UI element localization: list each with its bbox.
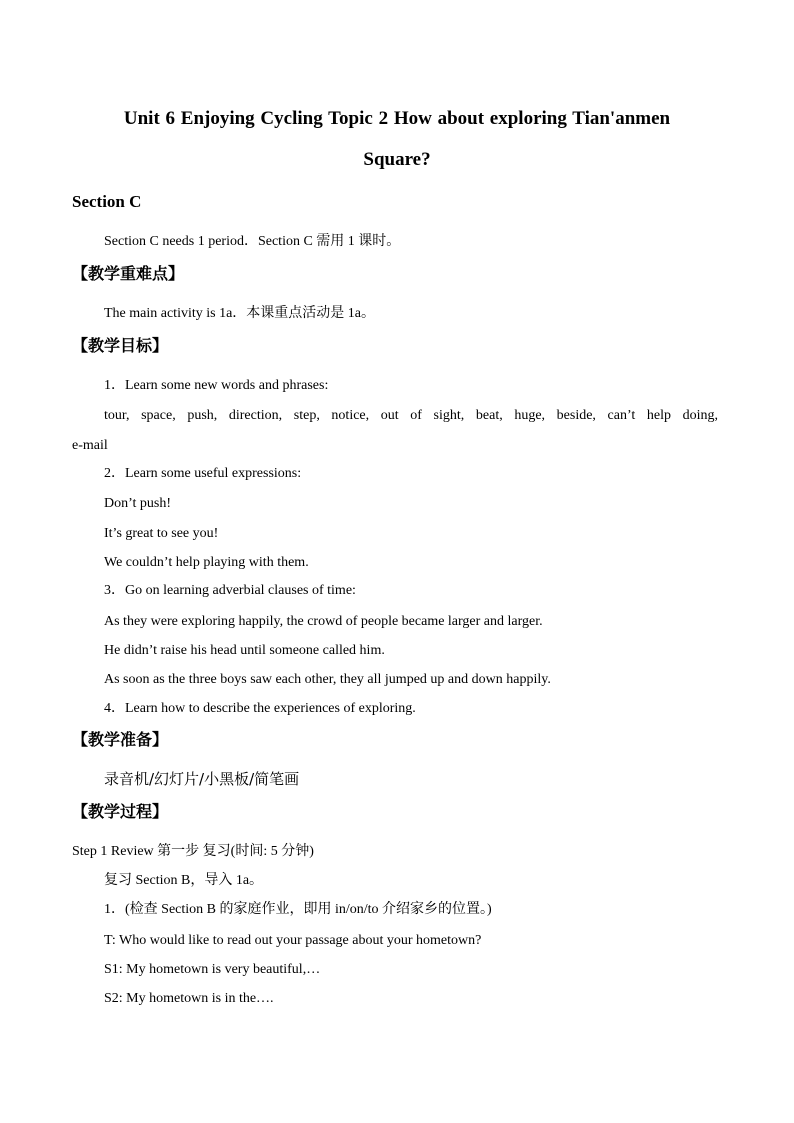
teacher-line: T: Who would like to read out your passage about your hometown? [104,933,482,948]
expression-1: Don’t push! [104,496,172,511]
vocabulary-line: tour, space, push, direction, step, notice, out of sight, beat, huge, beside, can’t help doing, [104,408,718,423]
objective-item-4: 4．Learn how to describe the experiences of exploring. [104,701,416,716]
period-note: Section C needs 1 period．Section C 需用 1 课时。 [104,234,401,249]
student-2-line: S2: My hometown is in the…. [104,991,274,1006]
section-heading: Section C [72,192,142,211]
preparation-heading: 【教学准备】 [72,730,169,749]
preparation-text: 录音机/幻灯片/小黑板/简笔画 [104,770,300,788]
student-1-line: S1: My hometown is very beautiful,… [104,962,321,977]
key-points-heading: 【教学重难点】 [72,264,185,283]
clause-example-3: As soon as the three boys saw each other, they all jumped up and down happily. [104,672,551,687]
clause-example-2: He didn’t raise his head until someone called him. [104,643,385,658]
document-title-line1: Unit 6 Enjoying Cycling Topic 2 How about exploring Tian'anmen [123,108,671,129]
step-1-title: Step 1 Review 第一步 复习(时间: 5 分钟) [72,844,314,859]
expression-3: We couldn’t help playing with them. [104,555,309,570]
expression-2: It’s great to see you! [104,526,219,541]
review-line: 复习 Section B，导入 1a。 [104,873,264,888]
process-item-1: 1．(检查 Section B 的家庭作业，即用 in/on/to 介绍家乡的位置。) [104,902,492,917]
objective-item-3: 3．Go on learning adverbial clauses of time: [104,583,356,598]
process-heading: 【教学过程】 [72,802,169,821]
objective-item-1: 1．Learn some new words and phrases: [104,378,329,393]
document-title-line2: Square? [363,149,431,170]
vocabulary-line-cont: e-mail [72,438,108,453]
clause-example-1: As they were exploring happily, the crowd of people became larger and larger. [104,614,543,629]
key-points-text: The main activity is 1a．本课重点活动是 1a。 [104,306,376,321]
objective-item-2: 2．Learn some useful expressions: [104,466,302,481]
objectives-heading: 【教学目标】 [72,336,169,355]
